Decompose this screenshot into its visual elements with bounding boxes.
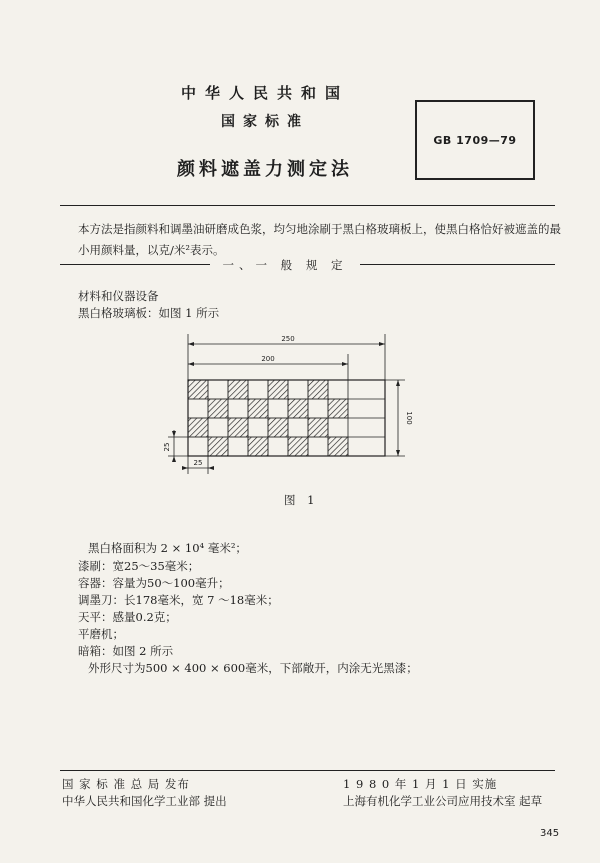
checkerboard-figure (160, 330, 420, 480)
spec-brush: 漆刷：宽25～35毫米； (78, 559, 200, 573)
footer-drafter: 上海有机化学工业公司应用技术室 起草 (343, 794, 543, 808)
header-divider (60, 205, 555, 206)
figure-caption: 图 1 (284, 493, 319, 507)
materials-heading: 材料和仪器设备 (78, 289, 159, 303)
dim-total-label: 250 (281, 335, 295, 343)
footer-effective-date: 1 9 8 0 年 1 月 1 日 实施 (343, 777, 498, 791)
footer-divider (60, 770, 555, 771)
section-heading: 一、一 般 规 定 (210, 257, 360, 273)
dim-cell-height-label: 25 (163, 442, 171, 452)
standard-type-heading: 国家标准 (221, 114, 309, 130)
standard-code: GB 1709—79 (433, 133, 517, 147)
page-number: 345 (540, 828, 560, 839)
spec-knife: 调墨刀：长178毫米，宽 7 ～18毫米； (78, 593, 279, 607)
glass-plate-line: 黑白格玻璃板：如图 1 所示 (78, 306, 220, 320)
footer-proposer: 中华人民共和国化学工业部 提出 (62, 794, 227, 808)
spec-dark-box: 暗箱：如图 2 所示 (78, 644, 174, 658)
hatched-cells (188, 380, 348, 456)
spec-grinder: 平磨机； (78, 627, 124, 641)
document-title: 颜料遮盖力测定法 (177, 159, 353, 180)
spec-container: 容器：容量为50～100毫升； (78, 576, 230, 590)
spec-balance: 天平：感量0.2克； (78, 610, 177, 624)
dim-cell-width-label: 25 (193, 459, 203, 467)
dark-box-description: 外形尺寸为500 × 400 × 600毫米，下部敞开，内涂无光黑漆； (88, 661, 418, 675)
intro-paragraph: 本方法是指颜料和调墨油研磨成色浆，均匀地涂刷于黑白格玻璃板上，使黑白格恰好被遮盖的最小用颜料量，以克/米²表示。 (78, 222, 561, 257)
dim-grid-label: 200 (261, 355, 275, 363)
spec-area: 黑白格面积为 2 × 10⁴ 毫米²； (88, 541, 247, 555)
dim-height-label: 100 (405, 411, 413, 425)
country-heading: 中华人民共和国 (180, 84, 349, 102)
footer-issuer: 国 家 标 准 总 局 发布 (62, 777, 190, 791)
standard-code-box (415, 100, 535, 180)
